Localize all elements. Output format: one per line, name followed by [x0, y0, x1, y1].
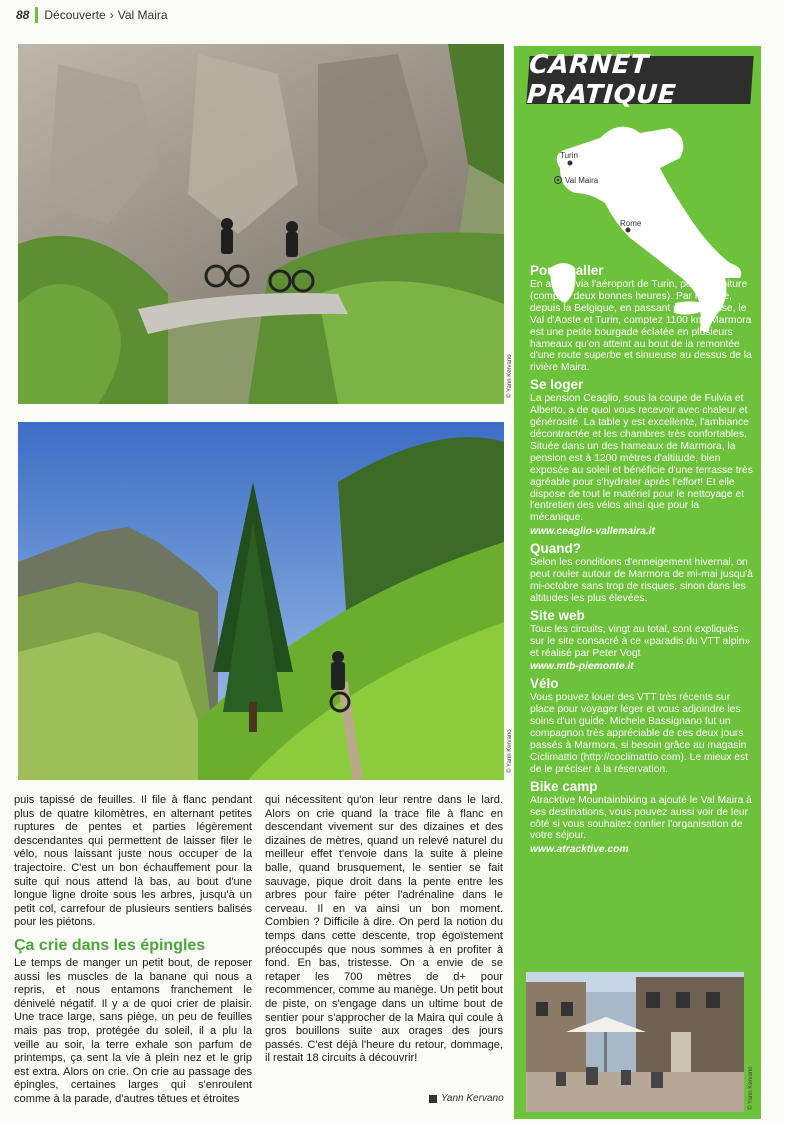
page-number: 88	[16, 8, 30, 22]
sidebar-sections	[530, 260, 754, 858]
sidebar-heading: Bike camp	[530, 778, 598, 794]
section-name: Découverte	[44, 8, 106, 22]
photo-credit-sidebar: © Yann Kervano	[748, 1066, 754, 1110]
sidebar-heading: Se loger	[530, 377, 584, 393]
sidebar-text: La pension Ceaglio, sous la coupe de Fulvia et Alberto, a de quoi vous recevoir avec chaleur et générosité. La table y est excellente, l'ambiance décontractée et les chambres très confortables. Située dans un des hameaux de Marmora, la pension est à 1200 mètres d'altitude, bien exposée au soleil et bénéficie d'une terrasse très agréable pour s'hydrater après l'effort! Et elle dispose de tout le matériel pour le nettoyage et l'entretien des vélos ainsi que pour la mécanique.	[530, 393, 753, 524]
sidebar-link[interactable]: www.atracktive.com	[530, 844, 629, 856]
page-header	[16, 4, 168, 26]
author-square-icon	[429, 1095, 437, 1103]
sidebar-text: En avion, via l'aéroport de Turin, puis en voiture (compter deux bonnes heures). Par la route, depuis la Belgique, en passant par la Suisse, le Val d'Aoste et Turin, comptez 1100 km. Marmora est une petite bourgade éclatée en plusieurs hameaux qu'on atteint au bout de la remontée d'une route superbe et sinueuse au dessus de la rivière Maira.	[530, 279, 752, 374]
photo-village-terrace	[526, 972, 744, 1112]
sidebar-heading: Site web	[530, 607, 585, 623]
author-name: Yann Kervano	[441, 1093, 504, 1104]
article-paragraph-1: puis tapissé de feuilles. Il file à flanc pendant plus de quatre kilomètres, en alternant petites ruptures de pentes et parties légèrement descendantes qui permettent de laisser filer le vélo, nous laissant juste nous occuper de la trajectoire. C'est un bon échauffement pour la suite qui nous attend là bas, au bout d'une longue ligne droite sous les arbres, jusqu'à un petit col, carrefour de plusieurs sentiers balisés pour les piétons.	[14, 794, 252, 929]
map-label-turin: Turin	[560, 151, 578, 160]
sidebar-text: Vous pouvez louer des VTT très récents sur place pour voyager léger et vous adjoindre les soins d'un guide. Michele Bassignano fut un compagnon très appréciable de ces deux jours passés à Marmora, si besoin grâce au magasin Ciclimattio (http://coclimattio.com). Le mieux est de le préciser à la réservation.	[530, 692, 749, 775]
author-signature	[429, 1093, 504, 1104]
sidebar-heading: Quand?	[530, 541, 581, 557]
article-paragraph-3: qui nécessitent qu'on leur rentre dans le lard. Alors on crie quand la trace file à flanc en descendant vivement sur des dizaines et des dizaines de mètres, quand un relevé naturel du meilleur effet t'envoie dans la suite à pleine balle, quand brusquement, le sentier se fait sauvage, pique droit dans la pente entre les arbres pour faire péter l'adrénaline dans le cerveau. Il en va ainsi un bon moment. Combien ? Difficile à dire. On perd la notion du temps dans cette descente, trop égoïstement préoccupés que nous sommes à en profiter à fond. En bas, tristesse. On a envie de se retaper les 700 mètres de d+ pour recommencer, comme au manège. Un petit bout de piste, on s'engage dans un ultime bout de sentier pour s'approcher de la Maira qui coule à gros bouillons suite aux orages des jours passés. C'est déjà l'heure du retour, dommage, il restait 18 circuits à découvrir!	[265, 794, 503, 1065]
article-column-1	[14, 794, 252, 1106]
sidebar-heading: Pour y aller	[530, 263, 604, 278]
sidebar-title: CARNET PRATIQUE	[526, 56, 753, 104]
photo-credit-middle: © Yann Kervano	[507, 729, 513, 773]
article-paragraph-2: Le temps de manger un petit bout, de reposer aussi les muscles de la banane qui nous a repris, et nous entamons franchement le dénivelé négatif. Il y a de quoi crier de plaisir. Une trace large, sans piège, un peu de feuilles mais pas trop, protégée du soleil, il a plu la veille au soir, la terre exhale son parfum de printemps, ça sent la vie à plein nez et le grip est extra. Alors on crie. On crie au passage des épingles, certaines larges qui s'enroulent comme à la parade, d'autres têtues et étroites	[14, 956, 252, 1105]
sidebar-text: Atracktive Mountainbiking a ajouté le Val Maira à ses destinations, vous pouvez aussi voir de leur côté si vous souhaitez confier l'organisation de votre séjour.	[530, 794, 752, 842]
photo-cliff-bikers	[18, 44, 504, 404]
sidebar-text: Selon les conditions d'enneigement hivernal, on peut rouler autour de Marmora de mi-mai jusqu'à mi-octobre sans trop de risques, sinon dans les altitudes les plus élevées.	[530, 557, 753, 604]
map-label-rome: Rome	[620, 219, 642, 228]
breadcrumb-separator: ›	[109, 8, 114, 22]
sidebar-link[interactable]: www.ceaglio-vallemaira.it	[530, 526, 655, 538]
article-subheading: Ça crie dans les épingles	[14, 936, 206, 954]
photo-credit-top: © Yann Kervano	[507, 354, 513, 398]
region-name: Val Maira	[117, 8, 168, 22]
header-accent-bar	[35, 7, 38, 23]
photo-mountain-trail	[18, 422, 504, 780]
carnet-pratique-sidebar	[514, 46, 761, 1119]
map-label-val-maira: Val Maira	[565, 176, 599, 185]
sidebar-text: Tous les circuits, vingt au total, sont expliqués sur le site consacré à ce «paradis du VTT alpin» et réalisé par Peter Vogt	[530, 623, 751, 659]
sidebar-link[interactable]: www.mtb-piemonte.it	[530, 661, 634, 673]
article-column-2	[265, 794, 503, 1066]
sidebar-heading: Vélo	[530, 676, 559, 692]
